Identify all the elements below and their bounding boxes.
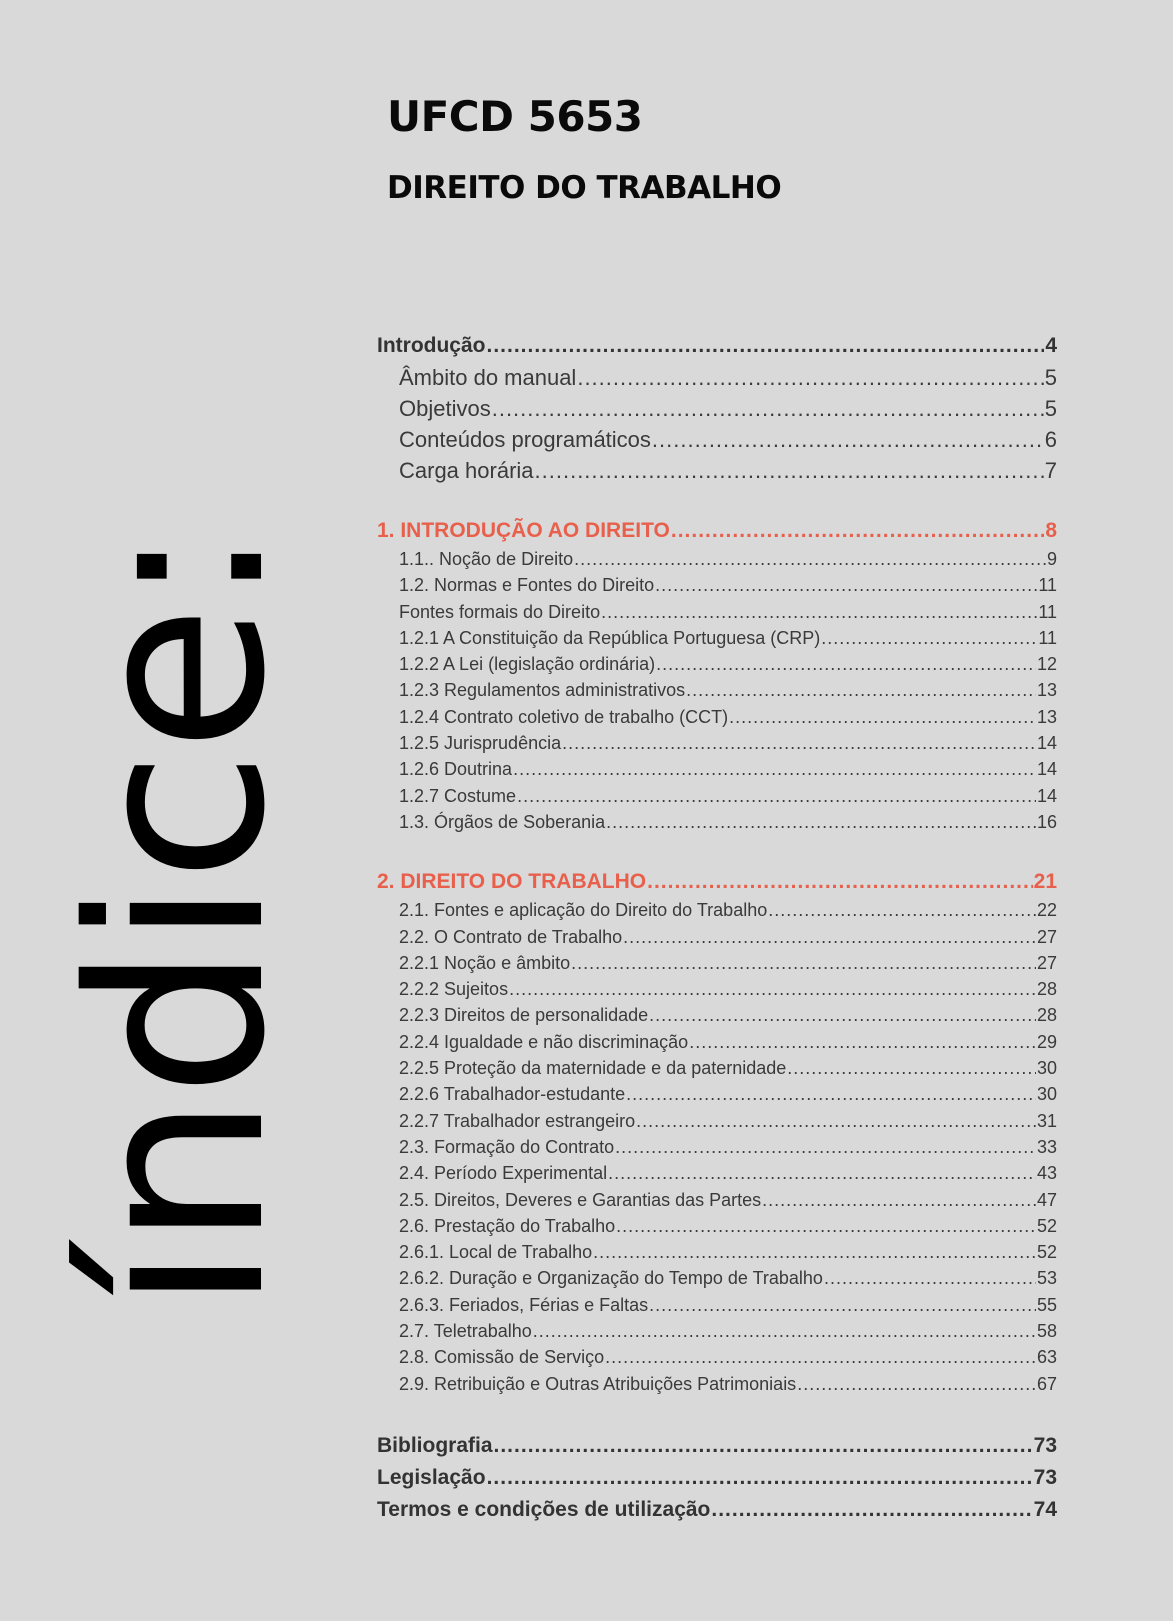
- toc-entry-label: 1.2.4 Contrato coletivo de trabalho (CCT): [399, 706, 729, 727]
- toc-entry-label: Conteúdos programáticos: [399, 427, 651, 452]
- course-subtitle: DIREITO DO TRABALHO: [387, 170, 782, 206]
- toc-entry-page: 43: [1036, 1163, 1057, 1184]
- toc-leader-dots: [487, 330, 1045, 362]
- toc-entry[interactable]: [377, 730, 1057, 756]
- toc-entry-label: 2.6.1. Local de Trabalho: [399, 1242, 593, 1263]
- toc-entry[interactable]: [377, 362, 1057, 393]
- toc-leader-dots: [689, 1029, 1036, 1055]
- toc-entry-page: 30: [1036, 1058, 1057, 1079]
- toc-chapter-label: 2. DIREITO DO TRABALHO: [377, 870, 647, 894]
- toc-leader-dots: [487, 1462, 1033, 1494]
- toc-entry-page: 7: [1044, 458, 1057, 483]
- toc-chapter-page: 8: [1045, 519, 1057, 542]
- toc-entry-page: 28: [1036, 979, 1057, 1000]
- toc-leader-dots: [686, 677, 1036, 703]
- toc-entry-label: Bibliografia: [377, 1433, 493, 1457]
- toc-entry[interactable]: [377, 1055, 1057, 1081]
- toc-leader-dots: [509, 976, 1036, 1002]
- toc-leader-dots: [605, 1344, 1036, 1370]
- toc-leader-dots: [533, 1318, 1036, 1344]
- toc-entry-page: 52: [1036, 1215, 1057, 1236]
- toc-chapter-2[interactable]: [377, 867, 1057, 897]
- toc-entry[interactable]: [377, 704, 1057, 730]
- toc-entry-page: 63: [1036, 1347, 1057, 1368]
- toc-leader-dots: [492, 393, 1044, 424]
- toc-leader-dots: [729, 704, 1036, 730]
- toc-entry[interactable]: [377, 1029, 1057, 1055]
- toc-entry[interactable]: [377, 924, 1057, 950]
- spacer: [377, 835, 1057, 867]
- toc-entry-page: 27: [1036, 952, 1057, 973]
- toc-entry[interactable]: [377, 599, 1057, 625]
- toc-entry[interactable]: [377, 1002, 1057, 1028]
- toc-entry-label: Fontes formais do Direito: [399, 601, 601, 622]
- toc-entry-label: 2.4. Período Experimental: [399, 1163, 608, 1184]
- toc-entry-label: 1.2.1 A Constituição da República Portuguesa (CRP): [399, 627, 821, 648]
- toc-leader-dots: [623, 924, 1036, 950]
- toc-entry-page: 55: [1036, 1294, 1057, 1315]
- toc-entry-page: 31: [1036, 1110, 1057, 1131]
- toc-entry-label: Introdução: [377, 334, 486, 357]
- spacer: [377, 486, 1057, 516]
- toc-chapter-1[interactable]: [377, 516, 1057, 546]
- toc-entry-page: 30: [1036, 1084, 1057, 1105]
- toc-entry-label: 2.6. Prestação do Trabalho: [399, 1215, 616, 1236]
- toc-entry-label: 2.2.2 Sujeitos: [399, 979, 509, 1000]
- toc-leader-dots: [797, 1371, 1036, 1397]
- toc-entry-label: 1.2.6 Doutrina: [399, 759, 513, 780]
- toc-leader-dots: [762, 1187, 1036, 1213]
- toc-entry[interactable]: [377, 651, 1057, 677]
- toc-entry[interactable]: [377, 1292, 1057, 1318]
- toc-entry-label: 1.3. Órgãos de Soberania: [399, 811, 606, 832]
- toc-entry[interactable]: [377, 1318, 1057, 1344]
- toc-entry-label: 1.2. Normas e Fontes do Direito: [399, 575, 655, 596]
- toc-leader-dots: [649, 1002, 1036, 1028]
- toc-entry-label: 1.2.2 A Lei (legislação ordinária): [399, 654, 656, 675]
- toc-entry-label: 2.2. O Contrato de Trabalho: [399, 926, 623, 947]
- toc-entry-page: 14: [1036, 785, 1057, 806]
- toc-entry-page: 73: [1033, 1433, 1057, 1457]
- toc-entry[interactable]: [377, 897, 1057, 923]
- toc-entry-page: 73: [1033, 1465, 1057, 1489]
- toc-entry-label: 2.1. Fontes e aplicação do Direito do Trabalho: [399, 900, 768, 921]
- toc-entry-page: 16: [1036, 811, 1057, 832]
- toc-entry-label: 1.1.. Noção de Direito: [399, 549, 574, 569]
- toc-entry-page: 33: [1036, 1136, 1057, 1157]
- toc-entry-page: 5: [1044, 365, 1057, 390]
- toc-entry-page: 47: [1036, 1189, 1057, 1210]
- toc-entry-page: 11: [1038, 601, 1057, 622]
- toc-leader-dots: [711, 1494, 1032, 1526]
- toc-leader-dots: [616, 1213, 1036, 1239]
- toc-entry-label: 2.6.3. Feriados, Férias e Faltas: [399, 1294, 649, 1315]
- toc-entry-label: Carga horária: [399, 458, 534, 483]
- toc-entry-label: 2.2.4 Igualdade e não discriminação: [399, 1031, 689, 1052]
- toc-entry[interactable]: [377, 393, 1057, 424]
- toc-entry[interactable]: [377, 1134, 1057, 1160]
- toc-entry-label: 2.2.6 Trabalhador-estudante: [399, 1084, 626, 1105]
- toc-entry-label: 2.9. Retribuição e Outras Atribuições Patrimoniais: [399, 1373, 797, 1394]
- toc-entry-label: 2.7. Teletrabalho: [399, 1321, 532, 1342]
- toc-entry-page: 13: [1036, 680, 1057, 701]
- toc-entry[interactable]: [377, 1081, 1057, 1107]
- table-of-contents: [377, 330, 1057, 1526]
- toc-entry[interactable]: [377, 1108, 1057, 1134]
- toc-entry-label: 2.5. Direitos, Deveres e Garantias das Partes: [399, 1189, 762, 1210]
- toc-leader-dots: [601, 599, 1037, 625]
- toc-entry-label: Termos e condições de utilização: [377, 1497, 711, 1521]
- toc-entry-page: 74: [1033, 1497, 1057, 1521]
- toc-leader-dots: [652, 424, 1044, 455]
- toc-entry-page: 14: [1036, 733, 1057, 754]
- toc-entry[interactable]: [377, 1265, 1057, 1291]
- toc-entry-termos[interactable]: [377, 1494, 1057, 1526]
- toc-entry-page: 58: [1036, 1321, 1057, 1342]
- toc-leader-dots: [513, 756, 1036, 782]
- toc-entry[interactable]: [377, 424, 1057, 455]
- toc-entry-page: 6: [1044, 427, 1057, 452]
- toc-entry-label: 1.2.7 Costume: [399, 785, 517, 806]
- toc-leader-dots: [606, 809, 1036, 835]
- toc-entry[interactable]: [377, 1344, 1057, 1370]
- toc-leader-dots: [656, 651, 1036, 677]
- toc-entry[interactable]: [377, 783, 1057, 809]
- toc-leader-dots: [768, 897, 1036, 923]
- spacer: [377, 1397, 1057, 1430]
- toc-entry[interactable]: [377, 677, 1057, 703]
- toc-entry-page: 14: [1036, 759, 1057, 780]
- toc-entry-page: 11: [1038, 575, 1057, 596]
- toc-leader-dots: [636, 1108, 1036, 1134]
- toc-entry-label: 2.6.2. Duração e Organização do Tempo de Trabalho: [399, 1268, 823, 1289]
- toc-chapter-label: 1. INTRODUÇÃO AO DIREITO: [377, 519, 670, 542]
- toc-entry-label: Âmbito do manual: [399, 365, 577, 390]
- toc-entry-page: 67: [1036, 1373, 1057, 1394]
- toc-entry[interactable]: [377, 1160, 1057, 1186]
- toc-entry-page: 9: [1046, 549, 1057, 569]
- toc-entry-page: 5: [1044, 396, 1057, 421]
- toc-entry[interactable]: [377, 572, 1057, 598]
- toc-entry-page: 28: [1036, 1005, 1057, 1026]
- course-code-title: UFCD 5653: [387, 92, 643, 141]
- toc-leader-dots: [649, 1292, 1036, 1318]
- index-side-title: índice:: [38, 527, 318, 1313]
- toc-entry-label: 2.2.1 Noção e âmbito: [399, 952, 571, 973]
- toc-entry-label: 2.8. Comissão de Serviço: [399, 1347, 605, 1368]
- toc-entry-page: 52: [1036, 1242, 1057, 1263]
- toc-leader-dots: [655, 572, 1037, 598]
- toc-leader-dots: [671, 516, 1044, 546]
- toc-entry[interactable]: [377, 625, 1057, 651]
- toc-leader-dots: [494, 1430, 1033, 1462]
- toc-entry-page: 12: [1036, 654, 1057, 675]
- toc-entry[interactable]: [377, 976, 1057, 1002]
- toc-entry-label: 2.2.3 Direitos de personalidade: [399, 1005, 649, 1026]
- toc-leader-dots: [647, 867, 1033, 897]
- toc-entry[interactable]: [377, 950, 1057, 976]
- toc-entry-label: 2.2.7 Trabalhador estrangeiro: [399, 1110, 636, 1131]
- toc-entry-page: 53: [1036, 1268, 1057, 1289]
- toc-leader-dots: [824, 1265, 1036, 1291]
- toc-entry-page: 11: [1038, 627, 1057, 648]
- toc-entry[interactable]: [377, 1371, 1057, 1397]
- toc-entry-label: Objetivos: [399, 396, 491, 421]
- toc-entry-introducao[interactable]: [377, 330, 1057, 362]
- toc-entry-label: 2.3. Formação do Contrato: [399, 1136, 615, 1157]
- toc-entry-page: 13: [1036, 706, 1057, 727]
- toc-entry[interactable]: [377, 1187, 1057, 1213]
- toc-leader-dots: [571, 950, 1036, 976]
- toc-entry-label: 1.2.5 Jurisprudência: [399, 733, 562, 754]
- toc-leader-dots: [574, 546, 1046, 572]
- toc-entry-label: 1.2.3 Regulamentos administrativos: [399, 680, 686, 701]
- toc-entry[interactable]: [377, 455, 1057, 486]
- toc-entry-page: 22: [1036, 900, 1057, 921]
- toc-leader-dots: [787, 1055, 1036, 1081]
- toc-leader-dots: [535, 455, 1044, 486]
- toc-entry-label: Legislação: [377, 1465, 486, 1489]
- toc-entry-legislacao[interactable]: [377, 1462, 1057, 1494]
- toc-entry[interactable]: [377, 1239, 1057, 1265]
- toc-leader-dots: [626, 1081, 1036, 1107]
- toc-leader-dots: [593, 1239, 1036, 1265]
- toc-leader-dots: [562, 730, 1036, 756]
- toc-entry[interactable]: [377, 756, 1057, 782]
- toc-entry-page: 27: [1036, 926, 1057, 947]
- toc-leader-dots: [517, 783, 1036, 809]
- toc-leader-dots: [821, 625, 1037, 651]
- toc-leader-dots: [615, 1134, 1036, 1160]
- toc-entry[interactable]: [377, 546, 1057, 572]
- toc-leader-dots: [608, 1160, 1036, 1186]
- toc-entry-label: 2.2.5 Proteção da maternidade e da paternidade: [399, 1058, 787, 1079]
- toc-entry[interactable]: [377, 809, 1057, 835]
- toc-entry[interactable]: [377, 1213, 1057, 1239]
- toc-entry-bibliografia[interactable]: [377, 1430, 1057, 1462]
- toc-entry-page: 29: [1036, 1031, 1057, 1052]
- toc-entry-page: 4: [1045, 334, 1057, 357]
- toc-chapter-page: 21: [1033, 870, 1057, 894]
- toc-leader-dots: [577, 362, 1043, 393]
